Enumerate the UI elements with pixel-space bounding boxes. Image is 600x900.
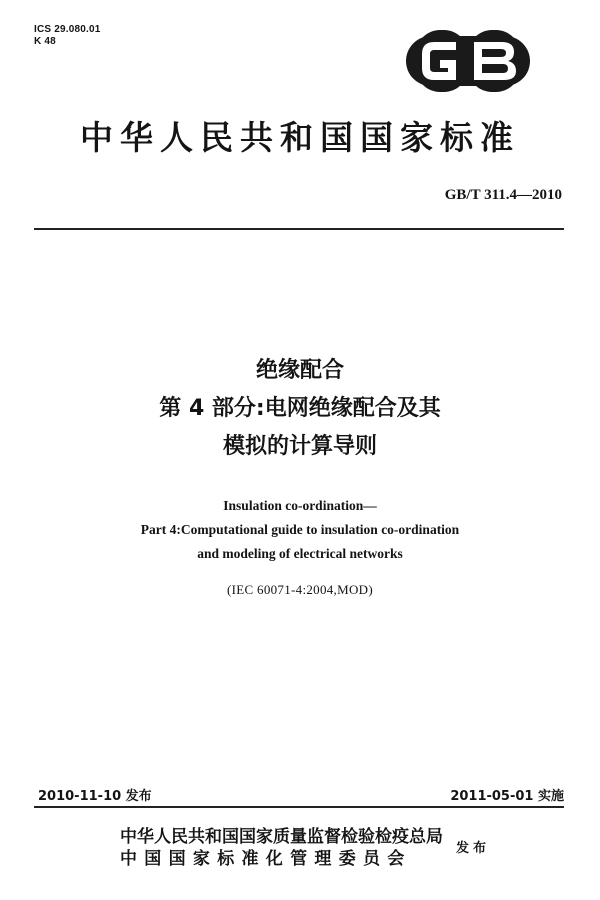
publishers [120,826,443,870]
publisher-1: 中华人民共和国国家质量监督检验检疫总局 [120,827,443,847]
standard-title: 中华人民共和国国家标准 [80,118,520,157]
chinese-title [0,352,600,466]
english-title [0,494,600,566]
gb-logo [404,28,532,94]
english-title-line3: and modeling of electrical networks [197,546,403,561]
publisher-2: 中国国家标准化管理委员会 [120,849,412,869]
english-title-line2: Part 4:Computational guide to insulation co-ordination [140,522,460,537]
publish-label: 发布 [456,841,491,856]
implementation-date: 2011-05-01 实施 [450,789,564,804]
chinese-title-line2: 第 4 部分:电网绝缘配合及其 [159,396,441,421]
iec-reference: (IEC 60071-4:2004,MOD) [227,582,373,597]
classification-codes [34,24,101,48]
issue-date: 2010-11-10 发布 [38,789,152,804]
chinese-title-line3: 模拟的计算导则 [222,434,377,459]
ics-code: ICS 29.080.01 [34,24,101,35]
ccs-code: K 48 [34,36,56,47]
standard-number: GB/T 311.4—2010 [444,187,562,203]
top-divider [34,228,564,230]
chinese-title-line1: 绝缘配合 [255,358,344,383]
bottom-divider [34,806,564,808]
english-title-line1: Insulation co-ordination— [223,498,377,513]
